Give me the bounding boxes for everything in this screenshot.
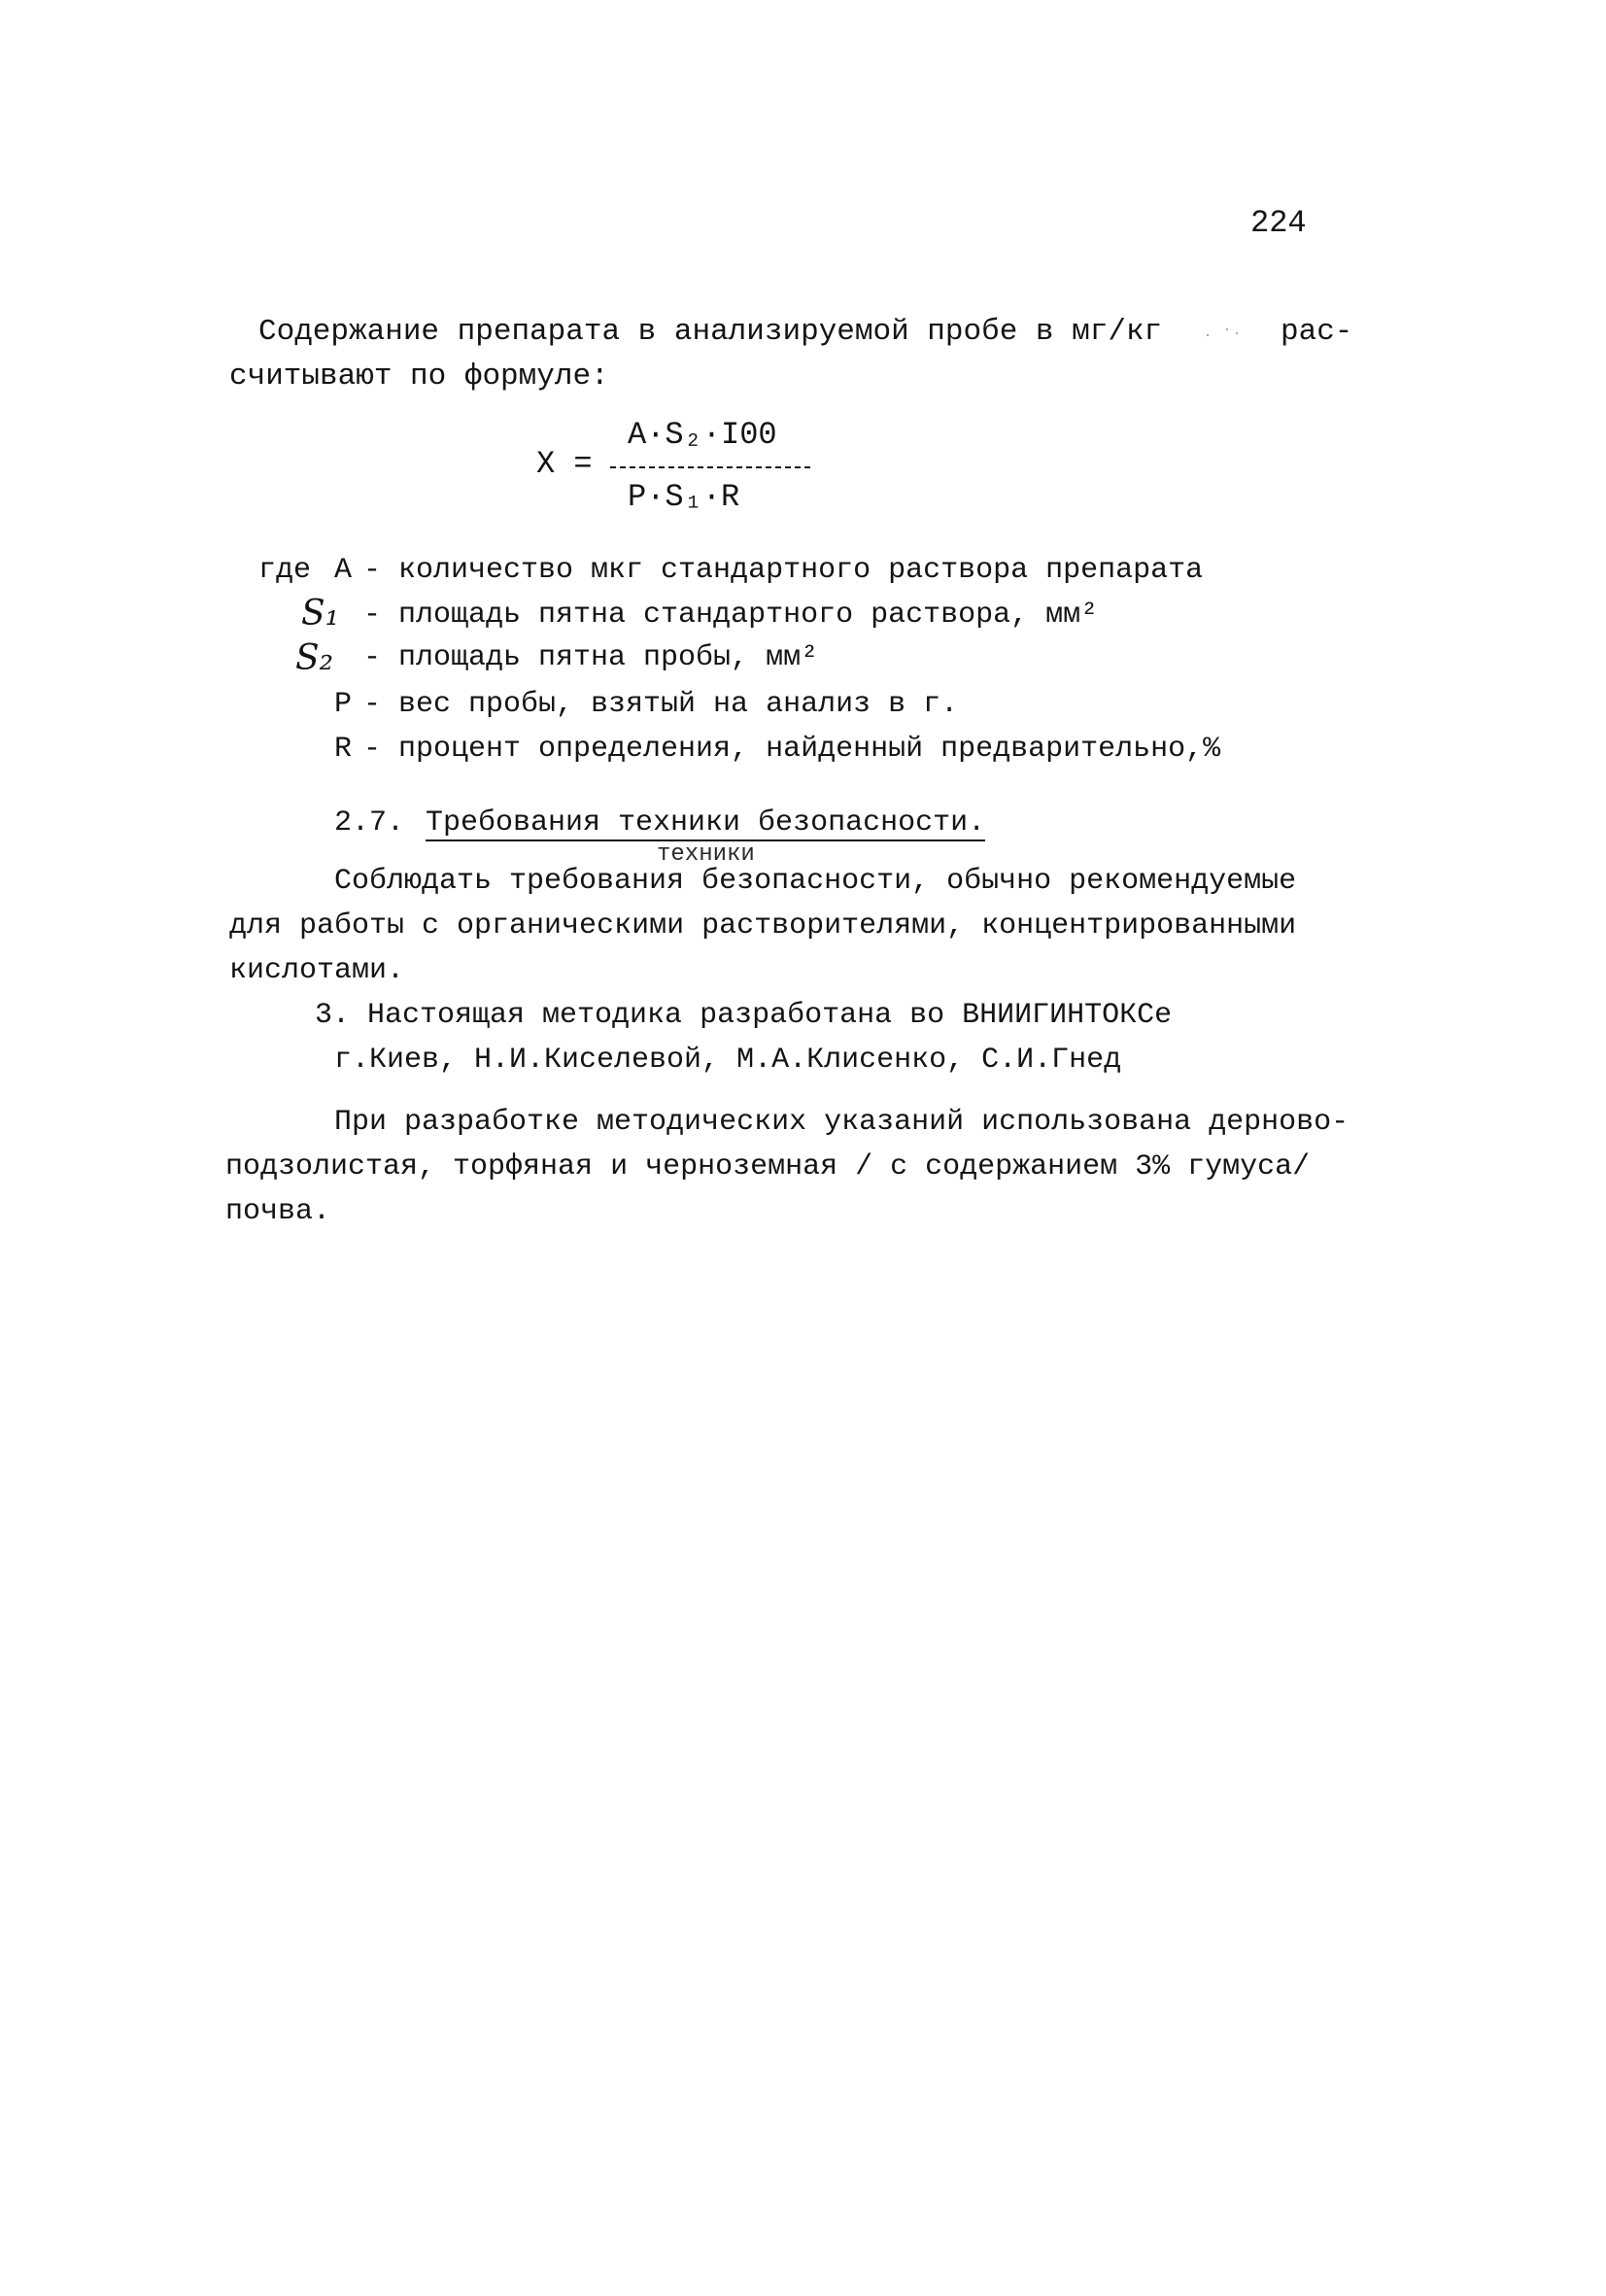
- legend-text-s2: - площадь пятна пробы, мм²: [363, 641, 819, 674]
- section-title: Требования техники безопасности.: [426, 806, 986, 840]
- paragraph-line: для работы с органическими растворителями, концентрированными: [229, 909, 1297, 942]
- formula-denominator: P·S₁·R: [628, 479, 740, 515]
- page-number: 224: [1250, 205, 1307, 241]
- paragraph-line: кислотами.: [229, 954, 405, 987]
- legend-text-s1: - площадь пятна стандартного раствора, мм²: [363, 599, 1099, 632]
- legend-symbol-s1: S₁: [301, 594, 340, 634]
- intro-line-2: считывают по формуле:: [229, 360, 609, 394]
- note-line: При разработке методических указаний использована дерново-: [334, 1106, 1350, 1139]
- faded-mark: [1236, 332, 1238, 334]
- formula-numerator: A·S₂·I00: [628, 417, 777, 453]
- section-3-line-2: г.Киев, Н.И.Киселевой, М.А.Клисенко, С.И.Гнед: [334, 1044, 1122, 1077]
- legend-text-r: - процент определения, найденный предварительно,%: [363, 733, 1221, 766]
- legend-where: где: [258, 554, 312, 587]
- faded-mark: [1226, 328, 1228, 330]
- note-line: почва.: [225, 1195, 331, 1228]
- legend-symbol-a: A: [334, 554, 353, 587]
- formula-lhs: X =: [536, 446, 593, 482]
- section-3-line-1: 3. Настоящая методика разработана во ВНИИГИНТОКСе: [315, 999, 1173, 1032]
- paragraph-line: Соблюдать требования безопасности, обычно рекомендуемые: [334, 865, 1297, 898]
- intro-line-1-tail: рас-: [1281, 315, 1353, 349]
- handwritten-insertion: техники: [657, 841, 755, 868]
- legend-symbol-r: R: [334, 733, 353, 766]
- fraction-bar: [610, 466, 810, 468]
- legend-symbol-p: P: [334, 688, 353, 721]
- legend-symbol-s2: S₂: [295, 638, 334, 678]
- intro-line-1: Содержание препарата в анализируемой пробе в мг/кг: [258, 315, 1163, 349]
- faded-mark: [1207, 334, 1209, 336]
- note-line: подзолистая, торфяная и черноземная / с содержанием 3% гумуса/: [225, 1150, 1311, 1183]
- legend-text-a: - количество мкг стандартного раствора препарата: [363, 554, 1204, 587]
- legend-text-p: - вес пробы, взятый на анализ в г.: [363, 688, 959, 721]
- section-number: 2.7.: [334, 806, 405, 840]
